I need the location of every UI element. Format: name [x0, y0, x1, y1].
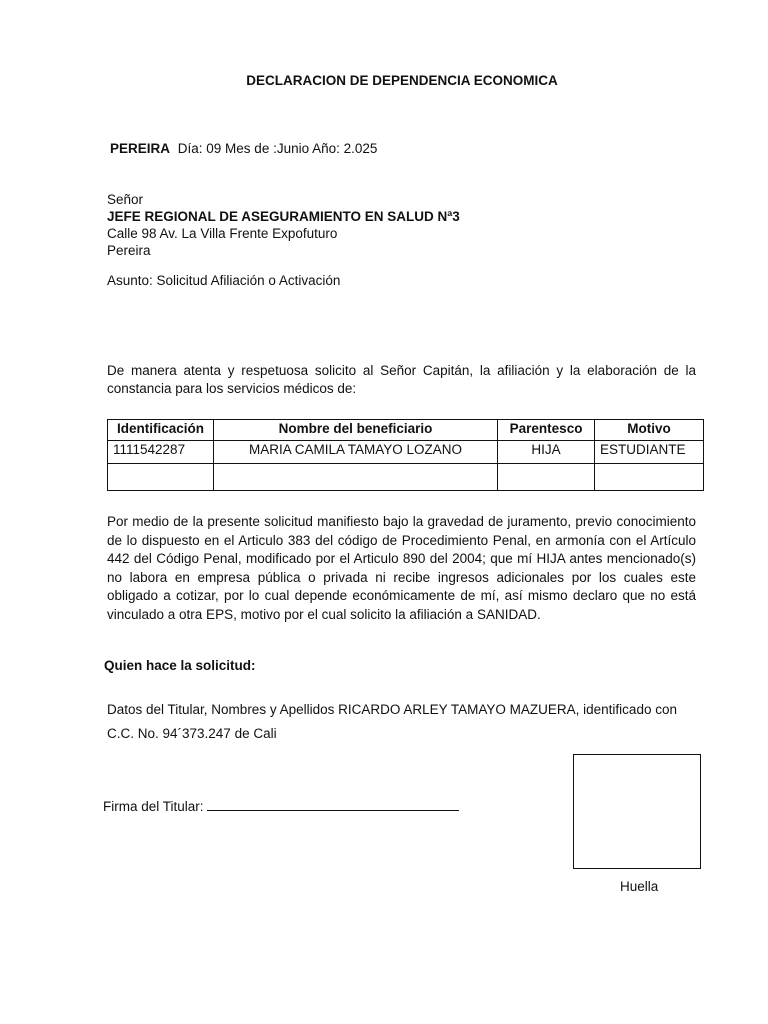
cell-parentesco: HIJA — [498, 441, 595, 464]
recipient-street: Calle 98 Av. La Villa Frente Expofuturo — [107, 226, 338, 241]
header-nombre: Nombre del beneficiario — [213, 420, 497, 441]
signature-field — [103, 797, 459, 814]
salutation: Señor — [107, 192, 144, 207]
cell-motivo — [595, 464, 704, 491]
recipient-address — [107, 191, 460, 259]
cell-motivo: ESTUDIANTE — [595, 441, 704, 464]
holder-data: Datos del Titular, Nombres y Apellidos RICARDO ARLEY TAMAYO MAZUERA, identificado con C.C. No. 94´373.247 de Cali — [107, 702, 677, 741]
header-motivo: Motivo — [595, 420, 704, 441]
header-identificacion: Identificación — [108, 420, 214, 441]
table-header-row — [108, 420, 704, 441]
table-row — [108, 441, 704, 464]
declaration-paragraph: Por medio de la presente solicitud manifiesto bajo la gravedad de juramento, previo conocimiento de lo dispuesto en el Articulo 383 del código de Procedimiento Penal, en armonía con el Artículo 442 del Código Penal, modificado por el Articulo 890 del 2004; que mí HIJA antes mencionado(s) no labora en empresa pública o privada ni recibe ingresos adicionales por los cuales este obligado a cotizar, por lo cual depende económicamente de mí, así mismo declaro que no está vinculado a otra EPS, motivo por el cual solicito la afiliación a SANIDAD. — [107, 514, 696, 622]
cell-identificacion: 1111542287 — [108, 441, 214, 464]
signature-label: Firma del Titular: — [103, 799, 204, 814]
fingerprint-label: Huella — [620, 879, 659, 894]
requester-heading: Quien hace la solicitud: — [104, 658, 256, 673]
cell-parentesco — [498, 464, 595, 491]
date-city: PEREIRA — [110, 141, 171, 156]
date-line — [110, 141, 377, 156]
signature-line — [207, 797, 459, 811]
table-row — [108, 464, 704, 491]
recipient-city: Pereira — [107, 243, 151, 258]
subject-line: Asunto: Solicitud Afiliación o Activación — [107, 273, 341, 288]
cell-nombre: MARIA CAMILA TAMAYO LOZANO — [213, 441, 497, 464]
cell-nombre — [213, 464, 497, 491]
beneficiary-table — [107, 419, 704, 491]
date-text: Día: 09 Mes de :Junio Año: 2.025 — [177, 141, 378, 156]
fingerprint-box — [573, 754, 701, 869]
document-title: DECLARACION DE DEPENDENCIA ECONOMICA — [246, 73, 558, 88]
header-parentesco: Parentesco — [498, 420, 595, 441]
intro-paragraph: De manera atenta y respetuosa solicito al Señor Capitán, la afiliación y la elaboración de la constancia para los servicios médicos de: — [107, 363, 696, 396]
recipient-title: JEFE REGIONAL DE ASEGURAMIENTO EN SALUD Nª3 — [107, 209, 460, 224]
cell-identificacion — [108, 464, 214, 491]
